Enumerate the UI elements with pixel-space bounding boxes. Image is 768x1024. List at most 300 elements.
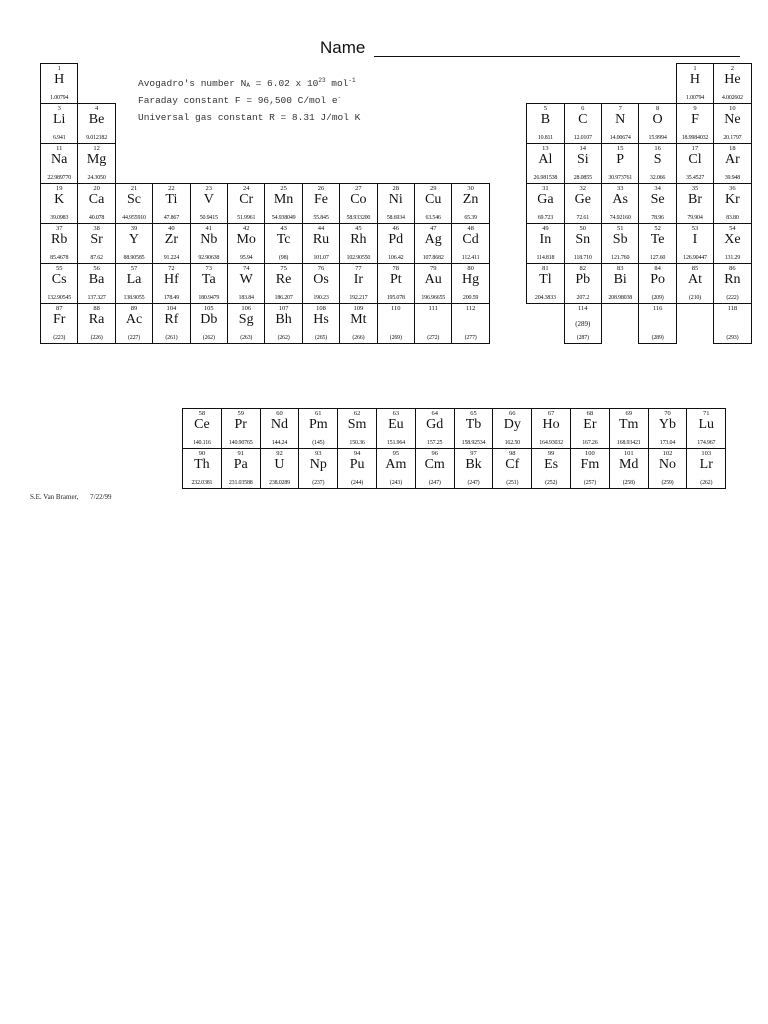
element-cell (77, 183, 115, 224)
element-symbol: H (54, 72, 65, 87)
element-cell (377, 223, 415, 264)
element-cell (570, 448, 610, 489)
atomic-number: 55 (55, 265, 63, 272)
element-cell (713, 263, 751, 304)
atomic-mass: 192.217 (349, 295, 368, 301)
atomic-mass: 69.723 (537, 215, 554, 221)
element-symbol: La (126, 272, 142, 287)
atomic-mass: (222) (726, 295, 739, 301)
element-symbol: Md (618, 457, 639, 472)
atomic-mass: (263) (240, 335, 253, 341)
atomic-number: 44 (317, 225, 325, 232)
element-cell (638, 183, 676, 224)
atomic-number: 99 (547, 450, 555, 457)
element-symbol: Os (313, 272, 329, 287)
gas-constant: Universal gas constant R = 8.31 J/mol K (138, 112, 361, 123)
atomic-mass: 40.078 (88, 215, 105, 221)
element-cell (115, 263, 153, 304)
atomic-number: 82 (579, 265, 587, 272)
atomic-number: 93 (315, 450, 322, 457)
element-symbol: As (612, 192, 628, 207)
element-symbol: Lu (698, 417, 715, 432)
element-cell (302, 223, 340, 264)
element-symbol: Nb (200, 232, 218, 247)
element-cell (40, 223, 78, 264)
atomic-number: 104 (166, 305, 177, 312)
element-symbol: Nd (270, 417, 289, 432)
atomic-number: 103 (701, 450, 712, 457)
element-cell (564, 143, 602, 184)
element-symbol: Sg (238, 312, 254, 327)
element-cell (676, 143, 714, 184)
atomic-number: 46 (392, 225, 400, 232)
element-symbol: Po (650, 272, 665, 287)
element-cell (339, 263, 377, 304)
element-symbol: Dy (503, 417, 521, 432)
atomic-number: 32 (579, 185, 587, 192)
element-symbol: C (578, 112, 588, 127)
author-name: S.E. Van Bramer, (30, 493, 79, 501)
element-symbol: Tc (276, 232, 291, 247)
atomic-number: 73 (205, 265, 213, 272)
atomic-mass: 72.61 (576, 215, 590, 221)
atomic-mass: 190.23 (313, 295, 329, 301)
element-cell (115, 183, 153, 224)
atomic-mass: 121.760 (611, 255, 630, 261)
element-symbol: Hf (163, 272, 179, 287)
element-cell (264, 183, 302, 224)
atomic-mass: 144.24 (271, 440, 288, 446)
element-cell (570, 408, 610, 449)
element-cell (152, 223, 190, 264)
element-symbol: Cr (239, 192, 254, 207)
element-cell (152, 263, 190, 304)
atomic-mass: 28.0855 (573, 175, 592, 181)
atomic-number: 34 (654, 185, 661, 192)
atomic-mass: 195.078 (386, 295, 405, 301)
element-symbol: Sb (612, 232, 628, 247)
element-cell (339, 223, 377, 264)
atomic-number: 68 (586, 410, 594, 417)
element-cell (451, 303, 489, 344)
atomic-mass: (226) (90, 335, 103, 341)
atomic-mass: 126.90447 (683, 255, 707, 261)
atomic-number: 100 (585, 450, 595, 457)
atomic-mass: 174.967 (697, 440, 716, 446)
atomic-mass: 58.6934 (386, 215, 405, 221)
atomic-number: 23 (205, 185, 213, 192)
element-cell (376, 448, 416, 489)
atomic-number: 13 (542, 145, 549, 152)
element-symbol: Hs (313, 312, 329, 327)
atomic-number: 48 (467, 225, 474, 232)
atomic-number: 102 (662, 450, 673, 457)
atomic-mass: 9.012182 (86, 135, 108, 141)
atomic-mass: (277) (464, 335, 477, 341)
element-cell (526, 183, 564, 224)
element-cell (676, 183, 714, 224)
element-cell (264, 223, 302, 264)
atomic-number: 79 (429, 265, 437, 272)
element-symbol: Au (424, 272, 442, 287)
atomic-mass: 112.411 (461, 255, 480, 261)
atomic-mass: 32.066 (649, 175, 666, 181)
element-symbol: Ac (125, 312, 143, 327)
atomic-mass: 47.867 (163, 215, 180, 221)
atomic-mass: 208.98038 (608, 295, 633, 301)
element-cell (526, 143, 564, 184)
atomic-number: 9 (693, 105, 697, 112)
atomic-number: 69 (625, 410, 632, 417)
atomic-mass: 178.49 (163, 295, 180, 301)
element-symbol: Ta (201, 272, 216, 287)
element-cell (638, 143, 676, 184)
element-cell (638, 223, 676, 264)
atomic-mass: 26.981538 (533, 175, 558, 181)
atomic-number: 71 (703, 410, 710, 417)
atomic-number: 43 (280, 225, 287, 232)
element-cell (713, 223, 751, 264)
atomic-number: 89 (130, 305, 138, 312)
atomic-number: 16 (654, 145, 661, 152)
element-cell (492, 448, 532, 489)
atomic-number: 38 (93, 225, 100, 232)
atomic-number: 75 (280, 265, 287, 272)
atomic-mass: 6.941 (52, 135, 66, 141)
atomic-mass: (247) (428, 480, 441, 486)
element-symbol: Pu (349, 457, 365, 472)
element-symbol: Rf (164, 312, 179, 327)
atomic-mass: 74.92160 (609, 215, 631, 221)
atomic-mass: 107.8682 (422, 255, 444, 261)
element-symbol: Pb (575, 272, 591, 287)
element-symbol: Bh (275, 312, 292, 327)
element-symbol: Ne (724, 112, 741, 127)
atomic-number: 95 (392, 450, 400, 457)
name-label: Name (320, 38, 366, 57)
element-cell (601, 103, 639, 144)
element-cell (221, 448, 261, 489)
atomic-mass: 137.327 (87, 295, 106, 301)
element-cell (601, 143, 639, 184)
atomic-number: 59 (237, 410, 244, 417)
element-cell (638, 303, 676, 344)
element-symbol: At (687, 272, 702, 287)
avogadro-constant: Avogadro's number $N_A = 6.02$ x $10^{23}$ mol$^{-1}$ (138, 77, 356, 89)
atomic-number: 96 (431, 450, 438, 457)
atomic-mass: (251) (506, 480, 519, 486)
atomic-mass: 140.116 (192, 440, 211, 446)
atomic-number: 90 (198, 450, 206, 457)
element-cell (414, 303, 452, 344)
atomic-mass: 83.80 (726, 215, 739, 221)
atomic-number: 74 (242, 265, 250, 272)
element-cell (77, 223, 115, 264)
element-cell (221, 408, 261, 449)
element-symbol: Se (650, 192, 665, 207)
atomic-mass: 186.207 (274, 295, 293, 301)
atomic-number: 28 (392, 185, 400, 192)
atomic-number: 76 (317, 265, 325, 272)
atomic-number: 15 (616, 145, 624, 152)
atomic-number: 114 (578, 305, 588, 312)
atomic-mass: 1.00794 (50, 95, 69, 101)
atomic-mass: 51.9961 (237, 215, 256, 221)
element-symbol: Ba (88, 272, 105, 287)
atomic-mass: 79.904 (687, 215, 703, 221)
constants-block (138, 75, 438, 126)
atomic-mass: 87.62 (90, 255, 103, 261)
atomic-mass: 24.3050 (87, 175, 106, 181)
element-cell (77, 103, 115, 144)
atomic-number: 30 (467, 185, 474, 192)
atomic-mass: 131.29 (724, 255, 741, 261)
element-symbol: Ge (574, 192, 591, 207)
atomic-number: 47 (429, 225, 437, 232)
atomic-mass: (209) (651, 295, 664, 301)
atomic-number: 11 (56, 145, 63, 152)
element-symbol: Cs (51, 272, 67, 287)
atomic-mass: 63.546 (425, 215, 441, 221)
atomic-number: 86 (729, 265, 736, 272)
element-cell (454, 448, 494, 489)
atomic-number: 8 (655, 105, 660, 112)
atomic-mass: 231.03588 (228, 480, 253, 486)
element-cell (77, 303, 115, 344)
element-symbol: Re (275, 272, 292, 287)
atomic-mass: (98) (278, 255, 289, 261)
element-cell (264, 263, 302, 304)
element-cell (298, 448, 338, 489)
element-cell (40, 263, 78, 304)
name-field[interactable] (320, 38, 740, 60)
element-cell (190, 263, 228, 304)
atomic-number: 24 (242, 185, 250, 192)
element-cell (77, 143, 115, 184)
atomic-number: 45 (355, 225, 362, 232)
element-symbol: Xe (724, 232, 741, 247)
atomic-number: 87 (55, 305, 63, 312)
element-cell (451, 183, 489, 224)
atomic-number: 7 (618, 105, 622, 112)
atomic-number: 118 (727, 305, 738, 312)
element-symbol: No (658, 457, 677, 472)
element-cell (713, 183, 751, 224)
element-symbol: Bi (613, 272, 627, 287)
element-cell (676, 103, 714, 144)
atomic-mass: 91.224 (163, 255, 180, 261)
author-date: 7/22/99 (90, 493, 112, 501)
atomic-mass: 101.07 (313, 255, 329, 261)
element-cell (115, 223, 153, 264)
element-symbol: Sn (575, 232, 591, 247)
atomic-number: 84 (654, 265, 661, 272)
element-symbol: Zn (462, 192, 479, 207)
element-cell (40, 303, 78, 344)
element-cell (40, 103, 78, 144)
element-cell (152, 303, 190, 344)
element-symbol: Cm (424, 457, 445, 472)
atomic-mass: (262) (700, 480, 713, 486)
atomic-mass: 207.2 (576, 295, 590, 301)
element-cell (638, 103, 676, 144)
atomic-number: 26 (317, 185, 325, 192)
atomic-number: 1 (693, 65, 697, 72)
atomic-mass: (247) (467, 480, 480, 486)
element-cell (115, 303, 153, 344)
atomic-mass: 162.50 (504, 440, 520, 446)
atomic-mass: 65.39 (464, 215, 477, 221)
element-symbol: Db (200, 312, 218, 327)
atomic-number: 31 (542, 185, 549, 192)
atomic-number: 61 (315, 410, 322, 417)
element-cell (564, 223, 602, 264)
atomic-mass: (265) (314, 335, 327, 341)
element-symbol: Yb (658, 417, 677, 432)
author-credit (30, 493, 112, 501)
element-cell (414, 223, 452, 264)
element-symbol: Am (385, 457, 407, 472)
atomic-number: 98 (509, 450, 516, 457)
element-cell (415, 408, 455, 449)
element-symbol: B (540, 112, 551, 127)
element-symbol: Ga (537, 192, 554, 207)
atomic-mass: (287) (576, 335, 589, 341)
element-symbol: Cl (688, 152, 702, 167)
atomic-number: 58 (198, 410, 206, 417)
atomic-number: 52 (654, 225, 661, 232)
element-cell (676, 63, 714, 104)
element-symbol: Ce (194, 417, 210, 432)
element-cell (601, 263, 639, 304)
element-cell (564, 103, 602, 144)
atomic-number: 50 (579, 225, 587, 232)
atomic-number: 42 (242, 225, 250, 232)
atomic-mass: (293) (726, 335, 739, 341)
atomic-mass: 85.4678 (50, 255, 69, 261)
atomic-mass: 200.59 (462, 295, 479, 301)
atomic-mass: 173.04 (659, 440, 676, 446)
atomic-number: 20 (93, 185, 100, 192)
atomic-mass: 118.710 (573, 255, 592, 261)
atomic-mass: 138.9055 (123, 295, 145, 301)
element-cell (339, 303, 377, 344)
element-cell (676, 263, 714, 304)
atomic-mass: (257) (583, 480, 596, 486)
atomic-number: 106 (241, 305, 252, 312)
element-cell (182, 408, 222, 449)
element-cell (601, 183, 639, 224)
atomic-number: 1 (57, 65, 61, 72)
atomic-number: 67 (547, 410, 555, 417)
atomic-mass: 196.96655 (421, 295, 446, 301)
element-cell (414, 183, 452, 224)
element-cell (339, 183, 377, 224)
atomic-mass: 30.973761 (608, 175, 633, 181)
atomic-number: 14 (579, 145, 587, 152)
atomic-mass: 158.92534 (461, 440, 486, 446)
element-symbol: F (691, 112, 699, 127)
element-symbol: Er (583, 417, 597, 432)
element-symbol: Br (687, 192, 702, 207)
atomic-number: 40 (168, 225, 175, 232)
atomic-mass: (227) (127, 335, 140, 341)
atomic-number: 85 (691, 265, 699, 272)
atomic-number: 36 (729, 185, 736, 192)
atomic-mass: 44.955910 (122, 215, 146, 221)
element-symbol: U (274, 457, 285, 472)
atomic-number: 111 (428, 305, 438, 312)
atomic-number: 22 (168, 185, 175, 192)
element-cell (227, 303, 265, 344)
atomic-mass: (258) (622, 480, 635, 486)
atomic-mass: 164.93032 (539, 440, 563, 446)
element-symbol: Ru (312, 232, 330, 247)
element-cell (451, 263, 489, 304)
atomic-number: 5 (543, 105, 547, 112)
element-cell (609, 448, 649, 489)
atomic-mass: 4.002602 (721, 95, 743, 101)
atomic-number: 56 (93, 265, 100, 272)
element-cell (526, 263, 564, 304)
element-cell (526, 103, 564, 144)
element-cell (686, 408, 726, 449)
element-symbol: H (689, 72, 701, 87)
atomic-mass: 1.00794 (685, 95, 705, 101)
element-cell (40, 63, 78, 104)
atomic-number: 17 (691, 145, 699, 152)
element-symbol: Zr (164, 232, 178, 247)
atomic-number: 60 (276, 410, 283, 417)
element-cell (454, 408, 494, 449)
element-cell (190, 303, 228, 344)
element-cell (564, 183, 602, 224)
atomic-number: 2 (730, 65, 734, 72)
element-symbol: Th (194, 457, 210, 472)
element-symbol: Lr (699, 457, 713, 472)
element-cell (713, 103, 751, 144)
atomic-number: 105 (203, 305, 214, 312)
atomic-number: 4 (94, 105, 99, 112)
element-cell (377, 263, 415, 304)
atomic-mass: 167.26 (582, 440, 598, 446)
element-cell (337, 448, 377, 489)
element-symbol: S (653, 152, 662, 167)
atomic-mass: 168.93421 (616, 440, 641, 446)
atomic-number: 18 (729, 145, 736, 152)
atomic-mass: 204.3833 (534, 295, 556, 301)
atomic-number: 29 (429, 185, 437, 192)
atomic-mass: (272) (427, 335, 440, 341)
element-symbol: Eu (388, 417, 404, 432)
atomic-number: 110 (391, 305, 401, 312)
element-symbol: Co (350, 192, 367, 207)
atomic-mass: 95.94 (239, 255, 253, 261)
atomic-mass: 140.90765 (228, 440, 253, 446)
atomic-number: 72 (168, 265, 175, 272)
atomic-number: 57 (130, 265, 138, 272)
element-symbol: Li (52, 112, 66, 127)
element-symbol: N (615, 112, 626, 127)
element-symbol: Ir (353, 272, 364, 287)
element-symbol: Si (576, 152, 589, 167)
atomic-number: 25 (280, 185, 287, 192)
atomic-number: 109 (353, 305, 364, 312)
atomic-mass: 114.818 (536, 255, 555, 261)
atomic-mass: 39.948 (724, 175, 741, 181)
faraday-constant: Faraday constant F = 96,500 C/mol e- (138, 94, 342, 106)
element-symbol: V (203, 192, 214, 207)
